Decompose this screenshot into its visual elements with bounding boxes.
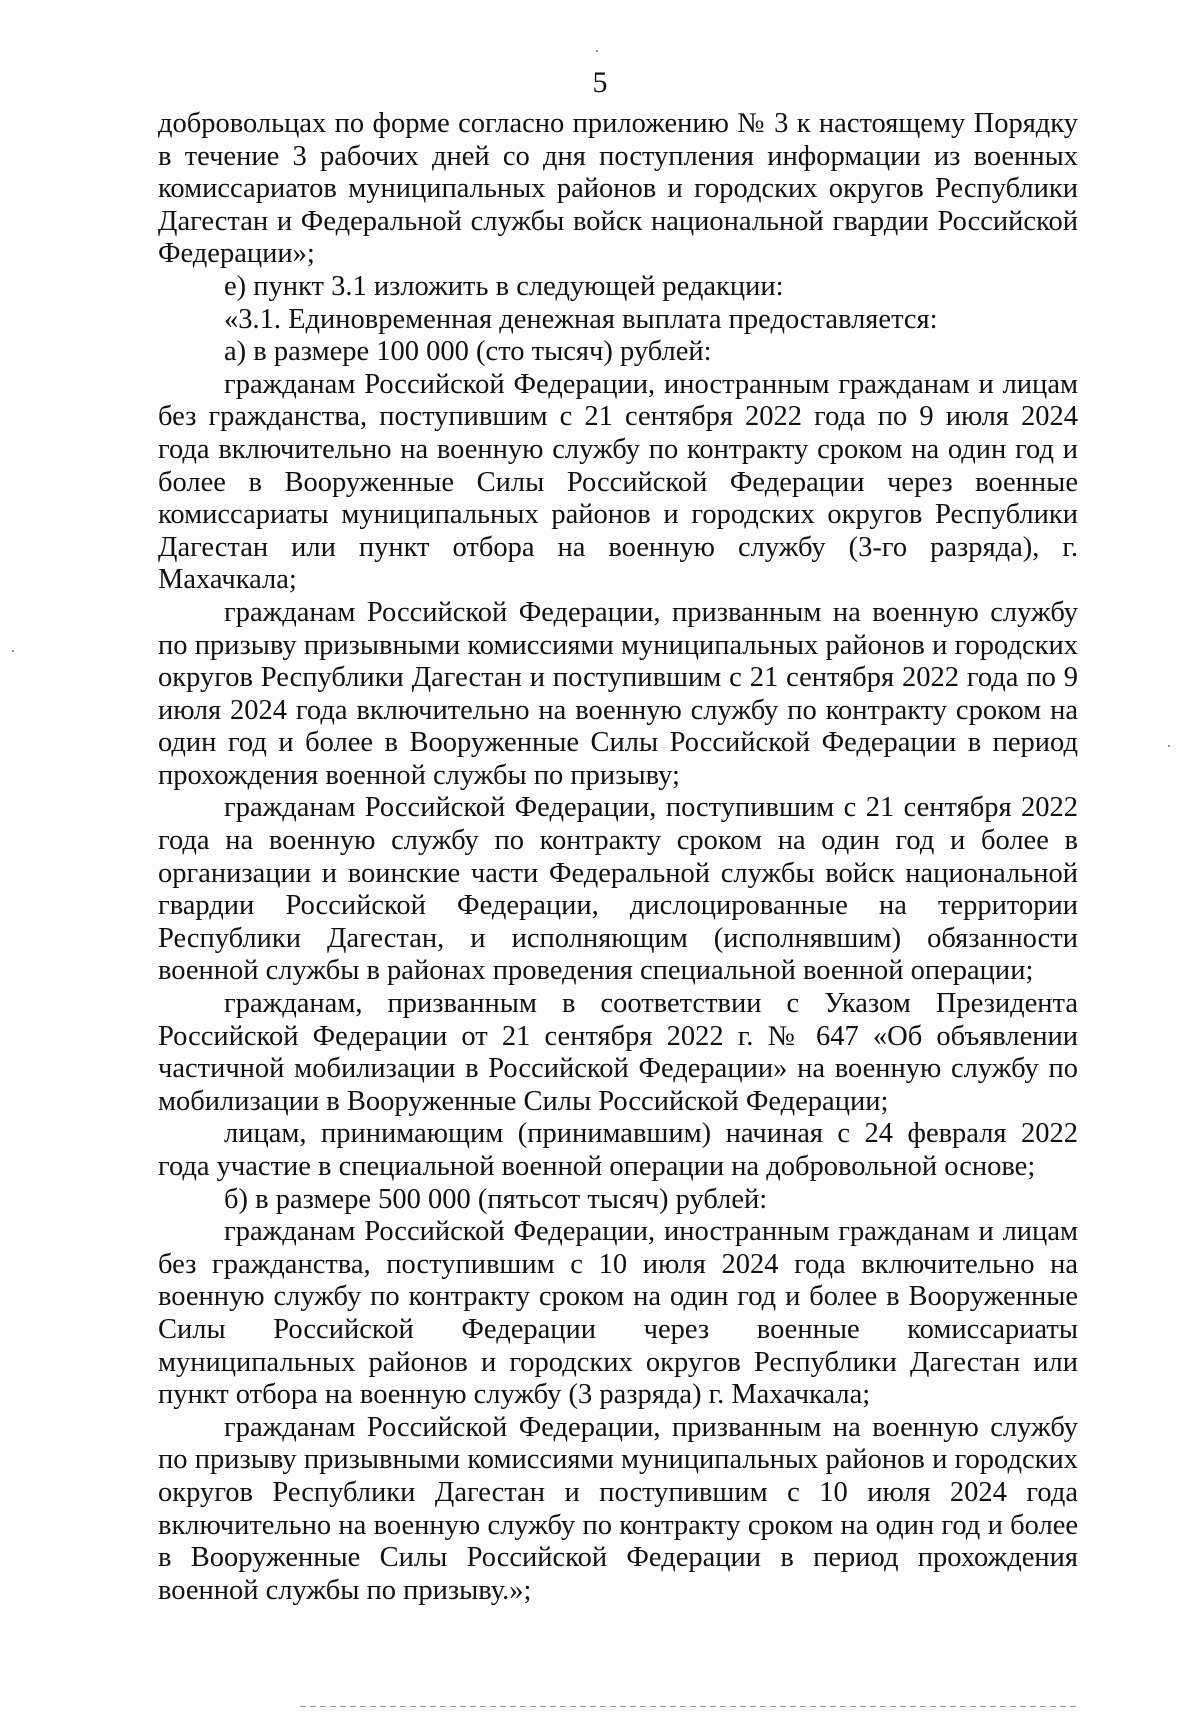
paragraph-recipients-1: гражданам Российской Федерации, иностранным гражданам и лицам без гражданства, поступившим с 21 сентября 2022 года по 9 июля 2024 года включительно на военную службу по контракту сроком на один год и более в Вооруженные Силы Российской Федерации через военные комиссариаты муниципальных районов и городских округов Республики Дагестан или пункт отбора на военную службу (3-го разряда), г. Махачкала; bbox=[158, 368, 1078, 596]
paragraph-recipients-5: лицам, принимающим (принимавшим) начиная с 24 февраля 2022 года участие в специальной военной операции на добровольной основе; bbox=[158, 1118, 1078, 1182]
paragraph-recipients-7: гражданам Российской Федерации, призванным на военную службу по призыву призывными комиссиями муниципальных районов и городских округов Республики Дагестан и поступившим с 10 июля 2024 года включительно на военную службу по контракту сроком на один год и более в Вооруженные Силы Российской Федерации в период прохождения военной службы по призыву.»; bbox=[158, 1411, 1078, 1606]
paragraph-item-e: е) пункт 3.1 изложить в следующей редакции: bbox=[224, 270, 784, 302]
paragraph-continuation: добровольцах по форме согласно приложению № 3 к настоящему Порядку в течение 3 рабочих дней со дня поступления информации из военных комиссариатов муниципальных районов и городских округов Республики Дагестан и Федеральной службы войск национальной гвардии Российской Федерации»; bbox=[158, 108, 1078, 270]
scan-artifact-dot bbox=[1168, 745, 1170, 747]
paragraph-recipients-4: гражданам, призванным в соответствии с Указом Президента Российской Федерации от 21 сентября 2022 г. № 647 «Об объявлении частичной мобилизации в Российской Федерации» на военную службу по мобилизации в Вооруженные Силы Российской Федерации; bbox=[158, 988, 1078, 1117]
scan-artifact-bottom-line bbox=[300, 1706, 1080, 1707]
paragraph-item-b: б) в размере 500 000 (пятьсот тысяч) рублей: bbox=[224, 1183, 768, 1215]
paragraph-recipients-2: гражданам Российской Федерации, призванным на военную службу по призыву призывными комиссиями муниципальных районов и городских округов Республики Дагестан и поступившим с 21 сентября 2022 года по 9 июля 2024 года включительно на военную службу по контракту сроком на один год и более в Вооруженные Силы Российской Федерации в период прохождения военной службы по призыву; bbox=[158, 596, 1078, 791]
page-number: 5 bbox=[592, 66, 608, 99]
scan-artifact-dot bbox=[596, 50, 598, 52]
paragraph-recipients-3: гражданам Российской Федерации, поступившим с 21 сентября 2022 года на военную службу по контракту сроком на один год и более в организации и воинские части Федеральной службы войск национальной гвардии Российской Федерации, дислоцированные на территории Республики Дагестан, и исполняющим (исполнявшим) обязанности военной службы в районах проведения специальной военной операции; bbox=[158, 792, 1078, 987]
paragraph-recipients-6: гражданам Российской Федерации, иностранным гражданам и лицам без гражданства, поступившим с 10 июля 2024 года включительно на военную службу по контракту сроком на один год и более в Вооруженные Силы Российской Федерации через военные комиссариаты муниципальных районов и городских округов Республики Дагестан или пункт отбора на военную службу (3 разряда) г. Махачкала; bbox=[158, 1216, 1078, 1411]
scan-artifact-dot bbox=[12, 650, 14, 652]
document-body bbox=[158, 108, 1078, 1607]
paragraph-clause-3-1: «3.1. Единовременная денежная выплата предоставляется: bbox=[224, 303, 938, 335]
paragraph-item-a: а) в размере 100 000 (сто тысяч) рублей: bbox=[224, 336, 712, 368]
